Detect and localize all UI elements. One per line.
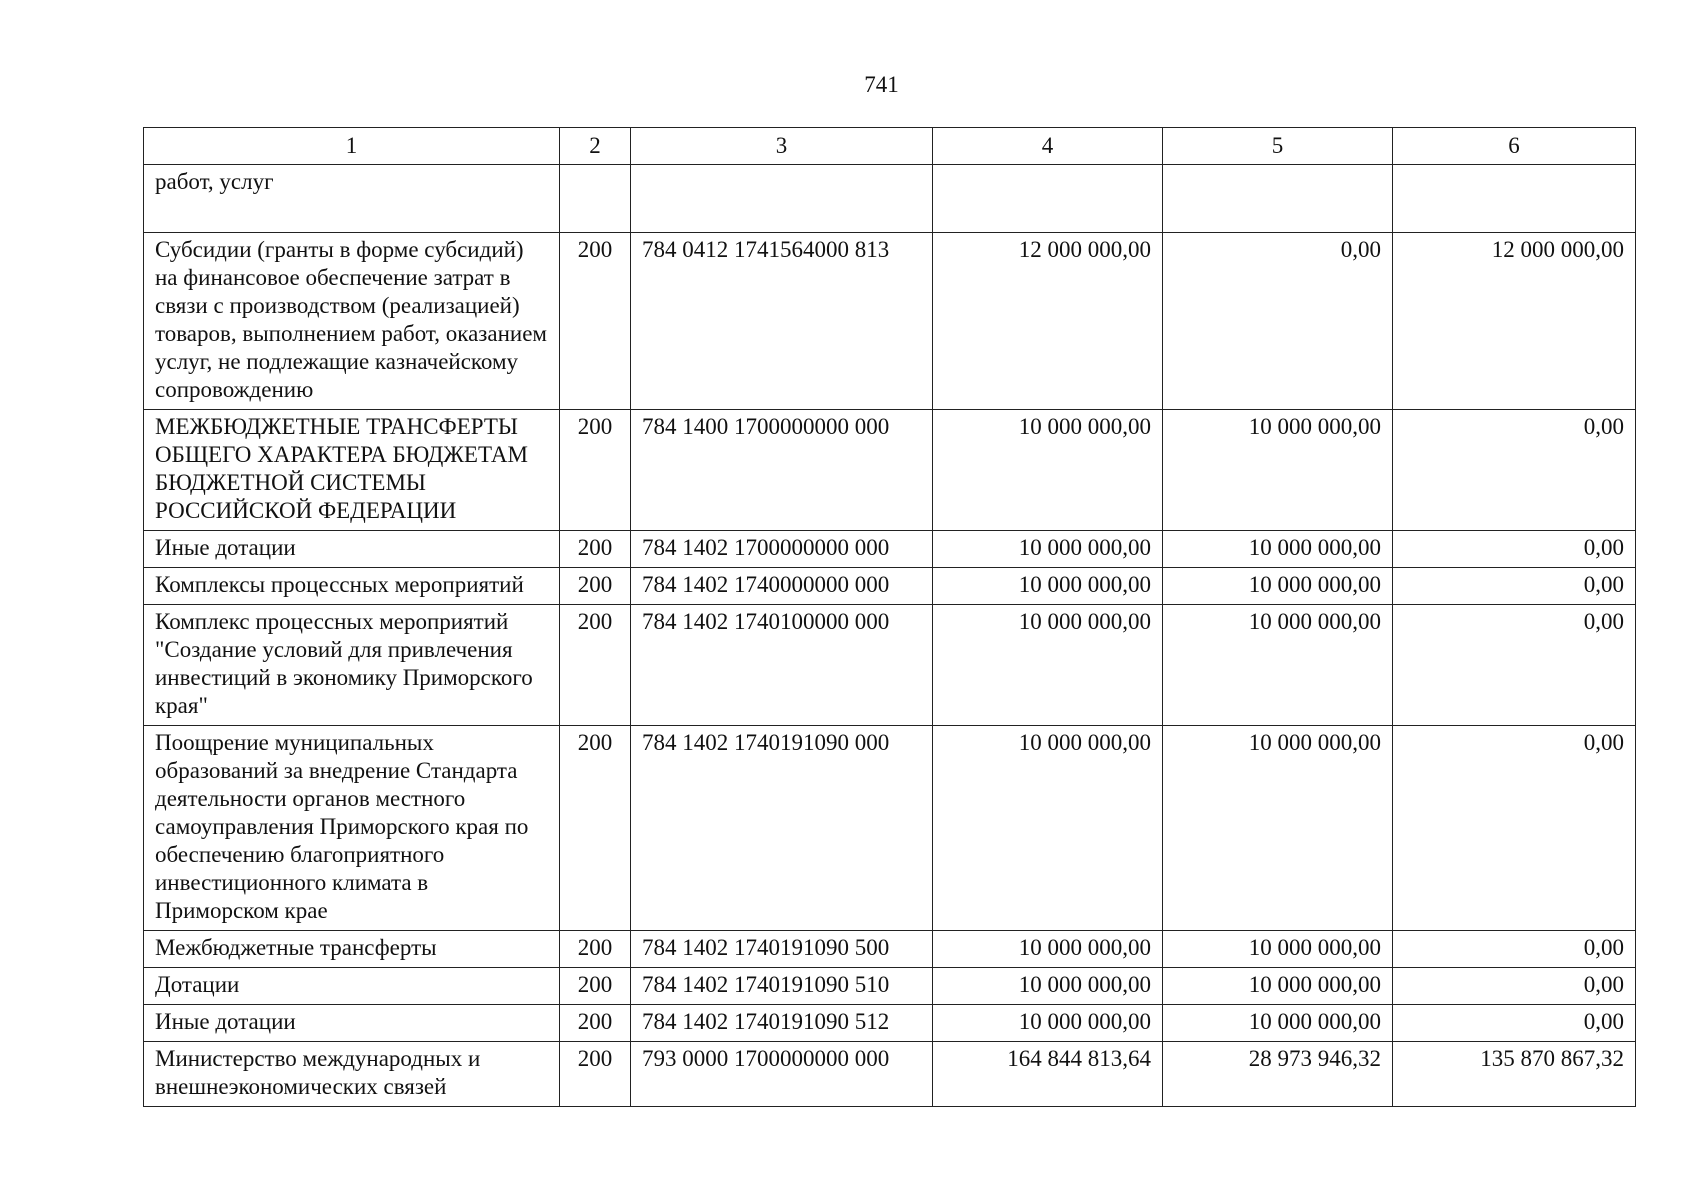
row-code-col3: 784 0412 1741564000 813 <box>631 233 933 410</box>
row-code-col3 <box>631 165 933 233</box>
row-code-col2: 200 <box>560 233 631 410</box>
row-value-col5: 0,00 <box>1163 233 1393 410</box>
row-value-col5: 28 973 946,32 <box>1163 1042 1393 1107</box>
row-code-col3: 793 0000 1700000000 000 <box>631 1042 933 1107</box>
table-row <box>144 233 1636 410</box>
row-code-col2: 200 <box>560 568 631 605</box>
table-row <box>144 726 1636 931</box>
row-code-col3: 784 1402 1700000000 000 <box>631 531 933 568</box>
row-code-col2: 200 <box>560 531 631 568</box>
table-row <box>144 410 1636 531</box>
table-row <box>144 1005 1636 1042</box>
column-header: 5 <box>1163 128 1393 165</box>
row-value-col4: 10 000 000,00 <box>933 605 1163 726</box>
row-value-col6: 0,00 <box>1393 968 1636 1005</box>
row-value-col4: 10 000 000,00 <box>933 1005 1163 1042</box>
column-header: 4 <box>933 128 1163 165</box>
row-code-col2: 200 <box>560 931 631 968</box>
row-code-col3: 784 1402 1740191090 510 <box>631 968 933 1005</box>
row-name: работ, услуг <box>144 165 560 233</box>
table-row <box>144 531 1636 568</box>
row-value-col4: 10 000 000,00 <box>933 410 1163 531</box>
row-code-col3: 784 1400 1700000000 000 <box>631 410 933 531</box>
row-code-col2: 200 <box>560 1042 631 1107</box>
column-header: 1 <box>144 128 560 165</box>
row-code-col3: 784 1402 1740000000 000 <box>631 568 933 605</box>
row-value-col4: 10 000 000,00 <box>933 968 1163 1005</box>
row-name: Поощрение муниципальных образований за внедрение Стандарта деятельности органов местного самоуправления Приморского края по обеспечению благоприятного инвестиционного климата в Приморском крае <box>144 726 560 931</box>
row-code-col3: 784 1402 1740191090 000 <box>631 726 933 931</box>
row-value-col6: 0,00 <box>1393 726 1636 931</box>
row-name: Комплекс процессных мероприятий "Создание условий для привлечения инвестиций в экономику Приморского края" <box>144 605 560 726</box>
row-value-col6: 0,00 <box>1393 1005 1636 1042</box>
row-code-col3: 784 1402 1740191090 500 <box>631 931 933 968</box>
row-code-col2: 200 <box>560 1005 631 1042</box>
row-value-col6: 0,00 <box>1393 410 1636 531</box>
row-value-col4: 10 000 000,00 <box>933 726 1163 931</box>
row-name: Дотации <box>144 968 560 1005</box>
row-value-col6: 0,00 <box>1393 605 1636 726</box>
row-value-col6: 0,00 <box>1393 531 1636 568</box>
row-value-col6: 0,00 <box>1393 931 1636 968</box>
row-name: Межбюджетные трансферты <box>144 931 560 968</box>
row-name: МЕЖБЮДЖЕТНЫЕ ТРАНСФЕРТЫ ОБЩЕГО ХАРАКТЕРА БЮДЖЕТАМ БЮДЖЕТНОЙ СИСТЕМЫ РОССИЙСКОЙ ФЕДЕРАЦИИ <box>144 410 560 531</box>
row-name: Иные дотации <box>144 531 560 568</box>
row-value-col4 <box>933 165 1163 233</box>
row-value-col6: 135 870 867,32 <box>1393 1042 1636 1107</box>
row-code-col3: 784 1402 1740191090 512 <box>631 1005 933 1042</box>
table-row <box>144 568 1636 605</box>
budget-table <box>143 127 1636 1107</box>
row-value-col5: 10 000 000,00 <box>1163 568 1393 605</box>
row-name: Иные дотации <box>144 1005 560 1042</box>
row-code-col2 <box>560 165 631 233</box>
row-code-col2: 200 <box>560 968 631 1005</box>
table-row <box>144 968 1636 1005</box>
page-number: 741 <box>864 72 899 97</box>
header-row <box>144 128 1636 165</box>
row-name: Субсидии (гранты в форме субсидий) на финансовое обеспечение затрат в связи с производством (реализацией) товаров, выполнением работ, оказанием услуг, не подлежащие казначейскому сопровождению <box>144 233 560 410</box>
row-code-col3: 784 1402 1740100000 000 <box>631 605 933 726</box>
row-name: Министерство международных и внешнеэкономических связей <box>144 1042 560 1107</box>
row-value-col5 <box>1163 165 1393 233</box>
table-row <box>144 931 1636 968</box>
row-value-col4: 10 000 000,00 <box>933 931 1163 968</box>
table-row <box>144 1042 1636 1107</box>
table-row <box>144 605 1636 726</box>
row-value-col5: 10 000 000,00 <box>1163 410 1393 531</box>
row-value-col5: 10 000 000,00 <box>1163 968 1393 1005</box>
row-value-col5: 10 000 000,00 <box>1163 726 1393 931</box>
column-header: 2 <box>560 128 631 165</box>
row-value-col6: 12 000 000,00 <box>1393 233 1636 410</box>
row-code-col2: 200 <box>560 726 631 931</box>
column-header: 6 <box>1393 128 1636 165</box>
row-name: Комплексы процессных мероприятий <box>144 568 560 605</box>
row-value-col4: 10 000 000,00 <box>933 568 1163 605</box>
row-value-col4: 12 000 000,00 <box>933 233 1163 410</box>
row-value-col6: 0,00 <box>1393 568 1636 605</box>
row-value-col5: 10 000 000,00 <box>1163 605 1393 726</box>
row-value-col5: 10 000 000,00 <box>1163 931 1393 968</box>
row-code-col2: 200 <box>560 410 631 531</box>
column-header: 3 <box>631 128 933 165</box>
row-value-col4: 164 844 813,64 <box>933 1042 1163 1107</box>
table-row <box>144 165 1636 233</box>
row-value-col5: 10 000 000,00 <box>1163 1005 1393 1042</box>
row-value-col6 <box>1393 165 1636 233</box>
row-value-col5: 10 000 000,00 <box>1163 531 1393 568</box>
row-value-col4: 10 000 000,00 <box>933 531 1163 568</box>
row-code-col2: 200 <box>560 605 631 726</box>
